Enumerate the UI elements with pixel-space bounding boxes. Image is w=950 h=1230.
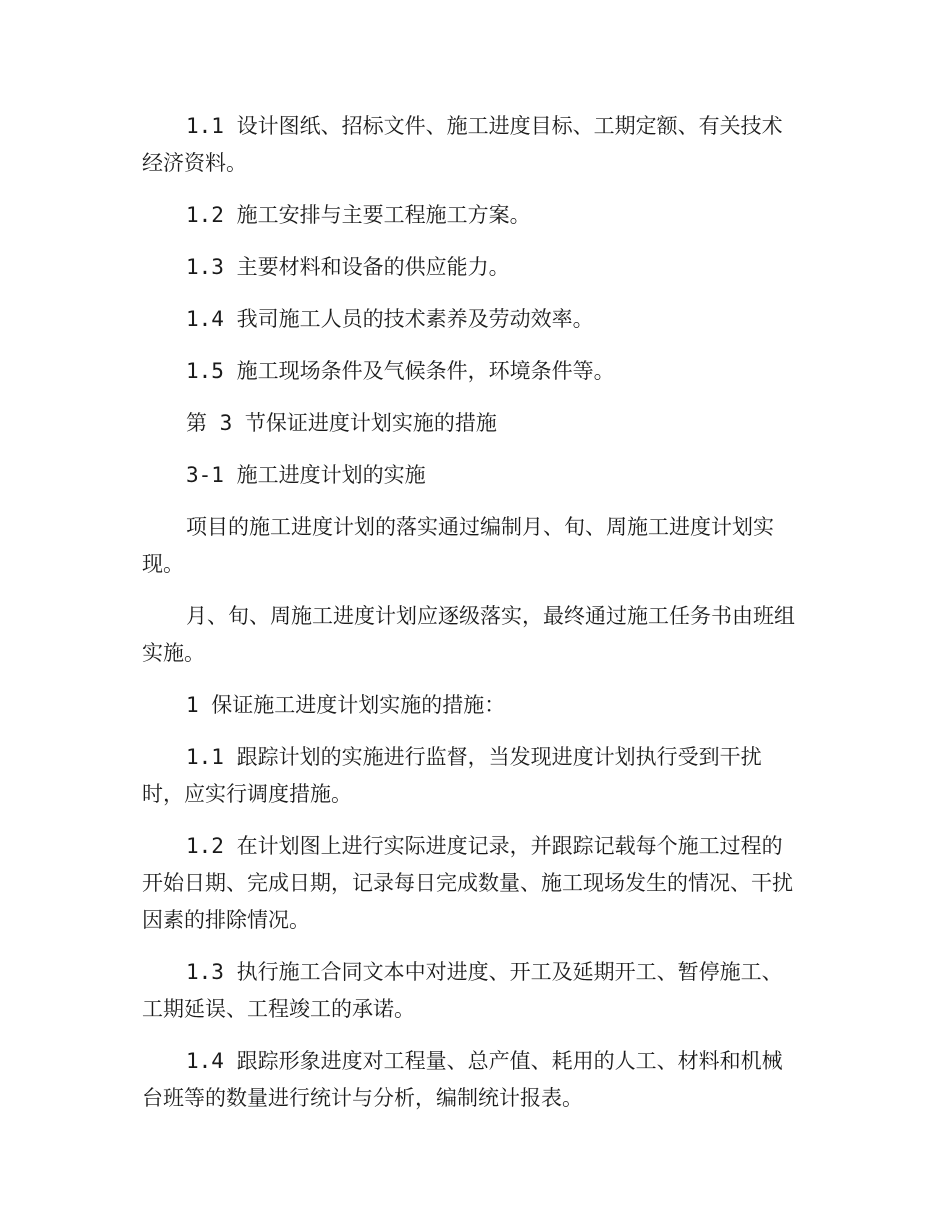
- paragraph-basis-1-4: 1.4 我司施工人员的技术素养及劳动效率。: [186, 307, 594, 331]
- paragraph-basis-1-5: 1.5 施工现场条件及气候条件，环境条件等。: [186, 359, 615, 383]
- subsection-heading: 3-1 施工进度计划的实施: [186, 463, 426, 487]
- measures-heading: 1 保证施工进度计划实施的措施：: [186, 693, 506, 717]
- paragraph-basis-1-3: 1.3 主要材料和设备的供应能力。: [186, 255, 510, 279]
- paragraph-implementation: 项目的施工进度计划的落实通过编制月、旬、周施工进度计划实现。: [142, 515, 774, 576]
- document-body: [142, 108, 802, 1132]
- paragraph-basis-1-1: 1.1 设计图纸、招标文件、施工进度目标、工期定额、有关技术经济资料。: [142, 114, 783, 175]
- paragraph-basis-1-2: 1.2 施工安排与主要工程施工方案。: [186, 203, 531, 227]
- paragraph-measure-1-3: 1.3 执行施工合同文本中对进度、开工及延期开工、暂停施工、工期延误、工程竣工的承诺。: [142, 960, 783, 1021]
- paragraph-staged-plan: 月、旬、周施工进度计划应逐级落实，最终通过施工任务书由班组实施。: [142, 604, 795, 665]
- paragraph-measure-1-2: 1.2 在计划图上进行实际进度记录，并跟踪记载每个施工过程的开始日期、完成日期，记录每日完成数量、施工现场发生的情况、干扰因素的排除情况。: [142, 834, 793, 932]
- section-heading: 第 3 节保证进度计划实施的措施: [186, 411, 497, 435]
- paragraph-measure-1-1: 1.1 跟踪计划的实施进行监督，当发现进度计划执行受到干扰时，应实行调度措施。: [142, 745, 762, 806]
- paragraph-measure-1-4: 1.4 跟踪形象进度对工程量、总产值、耗用的人工、材料和机械台班等的数量进行统计与分析，编制统计报表。: [142, 1049, 783, 1110]
